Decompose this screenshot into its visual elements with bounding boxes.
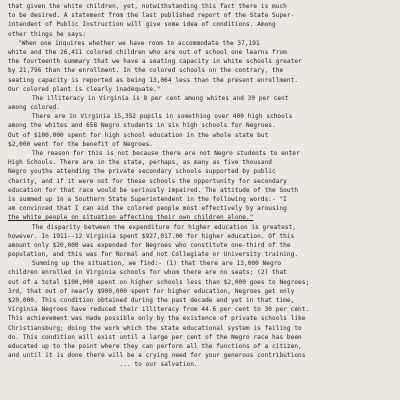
text-line: children enrolled in Virginia schools for whom there are no seats; (2) that	[8, 269, 287, 277]
text-line: population, and this was for Normal and not Collegiate or University training.	[8, 251, 299, 259]
text-line: ... to our salvation.	[8, 361, 198, 369]
paragraph-start-line: The reason for this is not because there are not Negro students to enter	[32, 150, 300, 157]
paragraph-start-line: The disparity between the expenditure for higher education is greatest,	[32, 223, 297, 231]
paragraph-start-line: The illiteracy in Virginia is 8 per cent among whites and 30 per cent	[32, 94, 289, 102]
text-line: charity, and if it were not for these schools the opportunity for secondary	[8, 177, 287, 185]
text-line: and until it is done there will be a crying need for your generous contributions	[8, 352, 306, 360]
text-line: intendent of Public Instruction will give some idea of conditions. Among	[8, 21, 276, 29]
quote-line: "When one inquires whether we have room to accommodate the 37,191	[18, 39, 260, 47]
text-line: other things he says:	[8, 30, 87, 38]
text-line: $20,000. This condition obtained during the past decade and yet in that time,	[8, 297, 295, 304]
text-line: do. This condition will exist until a large per cent of the Negro race has been	[8, 333, 302, 341]
text-line: $2,000 went for the benefit of Negroes.	[8, 140, 154, 148]
text-line: among colored.	[8, 104, 61, 112]
text-line: by 21,796 than the enrollment. In the colored schools on the contrary, the	[8, 67, 284, 75]
text-line: white and the 26,411 colored children who are out of school one learns from	[8, 48, 287, 56]
text-line: Negro youths attending the private secondary schools supported by public	[8, 168, 276, 176]
paragraph-start-line: There are in Virginia 15,352 pupils in something over 400 high schools	[32, 113, 293, 121]
text-line: among the whites and 658 Negro students in six high schools for Negroes.	[8, 122, 276, 130]
underlined-text-line: the white people on situation affecting their own children alone."	[8, 214, 254, 222]
text-line: that given the white children, yet, notwithstanding this fact there is much	[8, 3, 287, 10]
text-line: Virginia Negroes have reduced their illiteracy from 44.6 per cent to 30 per cent.	[8, 306, 310, 314]
text-line: Christiansburg; doing the work which the state educational system is failing to	[8, 324, 302, 332]
text-line: out of a total $100,000 spent on higher schools less than $2,000 goes to Negroes;	[8, 278, 310, 286]
text-line: This achievement was made possible only by the existence of private schools like	[8, 315, 306, 323]
text-line: to be desired. A statement from the last published report of the State Super-	[8, 12, 295, 20]
text-line: amount only $20,000 was expended for Negroes who constitute one-third of the	[8, 241, 291, 249]
paragraph-start-line: Summing up the situation, we find:- (1) that there are 13,000 Negro	[32, 260, 282, 268]
text-line: seating capacity is reported as being 13,064 less than the present enrollment.	[8, 76, 299, 84]
text-line: however. In 1911--12 Virginia spent $927,017.00 for higher education. Of this	[8, 232, 295, 240]
text-line: High Schools. There are in the state, perhaps, as many as five thousand	[8, 159, 273, 167]
text-line: educated up to the point where they can perform all the functions of a citizen,	[8, 342, 302, 350]
text-line: 3rd, that out of nearly $900,000 spent for higher education, Negroes get only	[8, 287, 295, 295]
text-line: education for that race would be seriously impaired. The attitude of the South	[8, 186, 299, 194]
text-line: Our colored plant is clearly inadequate."	[8, 85, 161, 93]
text-line: the fourteenth summary that we have a seating capacity in white schools greater	[8, 58, 302, 66]
text-line: is summed up in a Southern State Superintendent in the following words:- "I	[8, 195, 287, 203]
text-line: Out of $100,000 spent for high school education in the whole state but	[8, 131, 269, 139]
text-line: am convinced that I can aid the colored people most effectively by arousing	[8, 205, 287, 213]
